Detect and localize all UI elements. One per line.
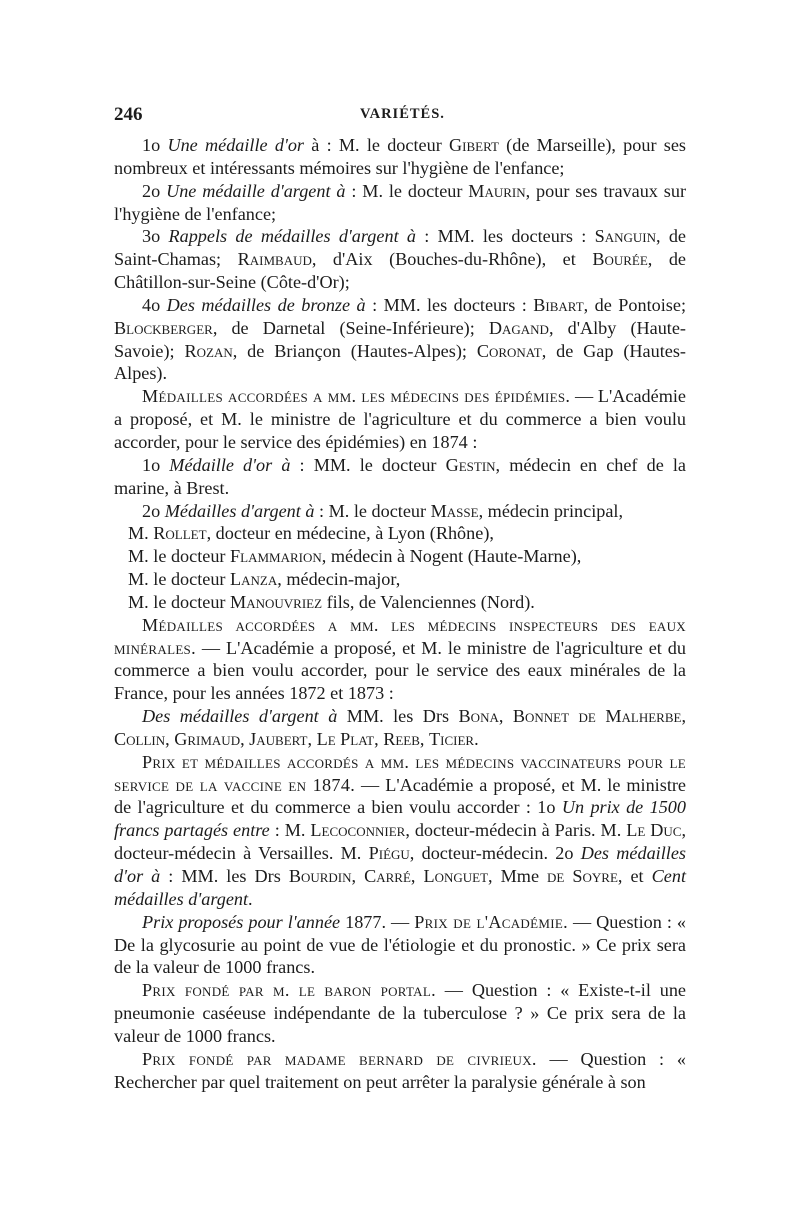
line-lanza: M. le docteur Lanza, médecin-major, xyxy=(128,569,401,590)
running-header xyxy=(114,104,688,128)
paragraph-silver-medals-waters: Des médailles d'argent à MM. les Drs Bona, Bonnet de Malherbe, Collin, Grimaud, Jaubert, Le Plat, Reeb, Ticier. xyxy=(114,706,686,749)
paragraph-prize-civrieux: Prix fondé par madame bernard de civrieux. — Question : « Rechercher par quel traitement on peut arrêter la paralysie générale à son xyxy=(114,1048,686,1092)
paragraph-silver-medal-maurin: 2o Une médaille d'argent à : M. le docteur Maurin, pour ses travaux sur l'hygiène de l'enfance; xyxy=(114,180,686,224)
paragraph-gold-medal-gibert: 1o Une médaille d'or à : M. le docteur Gibert (de Marseille), pour ses nombreux et intéressants mémoires sur l'hygiène de l'enfance; xyxy=(114,135,686,178)
paragraph-gold-medal-gestin: 1o Médaille d'or à : MM. le docteur Gestin, médecin en chef de la marine, à Brest. xyxy=(114,454,686,498)
paragraph-prize-portal: Prix fondé par m. le baron portal. — Question : « Existe-t-il une pneumonie caséeuse indépendante de la tuberculose ? » Ce prix sera de la valeur de 1000 francs. xyxy=(114,980,686,1046)
paragraph-epidemics-heading: Médailles accordées a mm. les médecins des épidémies. — L'Académie a proposé, et M. le ministre de l'agriculture et du commerce a bien voulu accorder, pour le service des épidémies) en 1874 : xyxy=(114,386,686,452)
paragraph-silver-medal-masse: 2o Médailles d'argent à : M. le docteur Masse, médecin principal, xyxy=(142,500,624,521)
line-rollet: M. Rollet, docteur en médecine, à Lyon (Rhône), xyxy=(128,523,494,544)
paragraph-vaccinators: Prix et médailles accordés a mm. les médecins vaccinateurs pour le service de la vaccine en 1874. — L'Académie a proposé, et M. le ministre de l'agriculture et du commerce a bien voulu accorder : 1o Un prix de 1500 francs partagés entre : M. Lecoconnier, docteur-médecin à Paris. M. Le Duc, docteur-médecin à Versailles. M. Piégu, docteur-médecin. 2o Des médailles d'or à : MM. les Drs Bourdin, Carré, Longuet, Mme de Soyre, et Cent médailles d'argent. xyxy=(114,751,686,909)
line-manouvriez: M. le docteur Manouvriez fils, de Valenciennes (Nord). xyxy=(128,591,535,612)
paragraph-bronze-medals: 4o Des médailles de bronze à : MM. les docteurs : Bibart, de Pontoise; Blockberger, de Darnetal (Seine-Inférieure); Dagand, d'Alby (Haute-Savoie); Rozan, de Briançon (Hautes-Alpes); Coronat, de Gap (Hautes-Alpes). xyxy=(114,294,686,384)
page-number: 246 xyxy=(114,104,143,125)
running-title: VARIÉTÉS. xyxy=(360,106,445,122)
paragraph-silver-recalls: 3o Rappels de médailles d'argent à : MM. les docteurs : Sanguin, de Saint-Chamas; Raimbaud, d'Aix (Bouches-du-Rhône), et Bourée, de Châtillon-sur-Seine (Côte-d'Or); xyxy=(114,226,687,293)
paragraph-prizes-1877: Prix proposés pour l'année 1877. — Prix de l'Académie. — Question : « De la glycosurie au point de vue de l'étiologie et du pronostic. » Ce prix sera de la valeur de 1000 francs. xyxy=(114,911,687,978)
page-body xyxy=(114,134,686,1093)
line-flammarion: M. le docteur Flammarion, médecin à Nogent (Haute-Marne), xyxy=(128,546,582,567)
paragraph-mineral-waters-heading: Médailles accordées a mm. les médecins inspecteurs des eaux minérales. — L'Académie a proposé, et M. le ministre de l'agriculture et du commerce a bien voulu accorder, pour le service des eaux minérales de la France, pour les années 1872 et 1873 : xyxy=(114,614,686,704)
